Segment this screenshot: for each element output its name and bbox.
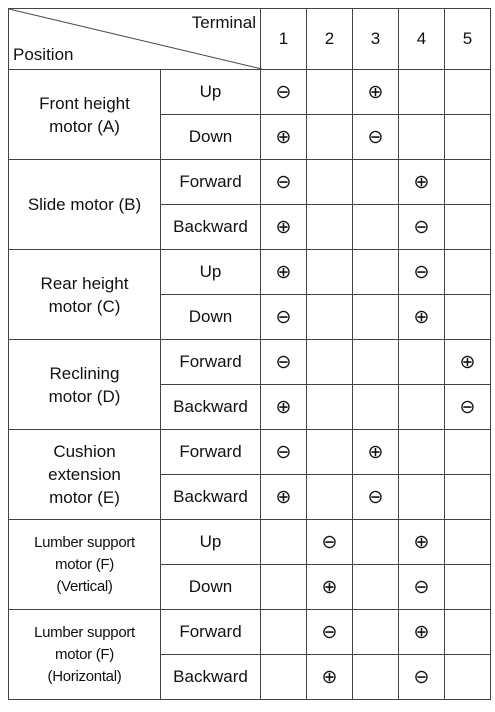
terminal-1-minus-symbol: ⊖ xyxy=(261,70,307,115)
terminal-1-plus-symbol: ⊕ xyxy=(261,205,307,250)
terminal-4-cell xyxy=(399,340,445,385)
terminal-5-cell xyxy=(445,250,491,295)
terminal-5-cell xyxy=(445,295,491,340)
header-row xyxy=(9,9,491,70)
table-row xyxy=(9,160,491,205)
terminal-header-5: 5 xyxy=(445,9,491,70)
terminal-3-cell xyxy=(353,655,399,700)
terminal-4-minus-symbol: ⊖ xyxy=(399,565,445,610)
terminal-3-cell xyxy=(353,295,399,340)
terminal-5-cell xyxy=(445,160,491,205)
direction-cell: Up xyxy=(161,250,261,295)
motor-name-cell xyxy=(9,160,161,250)
terminal-5-cell xyxy=(445,520,491,565)
terminal-2-cell xyxy=(307,475,353,520)
motor-name-line: Lumber support xyxy=(34,533,135,551)
motor-name-line: Lumber support xyxy=(34,623,135,641)
terminal-2-cell xyxy=(307,385,353,430)
motor-name-line: motor (E) xyxy=(49,488,120,507)
table-row xyxy=(9,70,491,115)
table-row xyxy=(9,520,491,565)
terminal-4-plus-symbol: ⊕ xyxy=(399,520,445,565)
terminal-4-plus-symbol: ⊕ xyxy=(399,160,445,205)
terminal-2-cell xyxy=(307,250,353,295)
position-header-label: Position xyxy=(13,45,74,64)
terminal-2-cell xyxy=(307,160,353,205)
terminal-2-cell xyxy=(307,205,353,250)
terminal-4-cell xyxy=(399,385,445,430)
terminal-5-cell xyxy=(445,475,491,520)
terminal-2-cell xyxy=(307,295,353,340)
terminal-4-cell xyxy=(399,115,445,160)
motor-name-line: Reclining xyxy=(49,363,120,383)
terminal-3-plus-symbol: ⊕ xyxy=(353,70,399,115)
terminal-header-label: Terminal xyxy=(191,13,256,32)
terminal-1-minus-symbol: ⊖ xyxy=(261,160,307,205)
terminal-4-minus-symbol: ⊖ xyxy=(399,205,445,250)
terminal-connection-table xyxy=(8,8,491,700)
terminal-5-cell xyxy=(445,115,491,160)
direction-cell: Up xyxy=(161,520,261,565)
motor-name-cell xyxy=(9,250,161,340)
terminal-3-cell xyxy=(353,160,399,205)
terminal-header-3: 3 xyxy=(353,9,399,70)
motor-name-line: Slide motor (B) xyxy=(27,195,142,214)
terminal-5-cell xyxy=(445,70,491,115)
terminal-3-cell xyxy=(353,205,399,250)
motor-name-cell xyxy=(9,430,161,520)
terminal-5-cell xyxy=(445,610,491,655)
terminal-4-cell xyxy=(399,70,445,115)
direction-cell: Backward xyxy=(161,475,261,520)
direction-cell: Forward xyxy=(161,340,261,385)
terminal-5-cell xyxy=(445,430,491,475)
header-corner-cell xyxy=(9,9,261,70)
terminal-2-plus-symbol: ⊕ xyxy=(307,565,353,610)
terminal-2-plus-symbol: ⊕ xyxy=(307,655,353,700)
terminal-2-minus-symbol: ⊖ xyxy=(307,610,353,655)
terminal-1-plus-symbol: ⊕ xyxy=(261,385,307,430)
terminal-4-cell xyxy=(399,475,445,520)
motor-name-line: motor (A) xyxy=(49,116,120,136)
terminal-3-cell xyxy=(353,340,399,385)
terminal-1-plus-symbol: ⊕ xyxy=(261,250,307,295)
motor-name-line: motor (F) xyxy=(55,555,114,573)
motor-name-cell xyxy=(9,520,161,610)
terminal-2-cell xyxy=(307,70,353,115)
motor-name-line: extension xyxy=(48,465,121,484)
terminal-3-cell xyxy=(353,385,399,430)
direction-cell: Forward xyxy=(161,610,261,655)
terminal-3-cell xyxy=(353,610,399,655)
direction-cell: Down xyxy=(161,295,261,340)
motor-name-cell xyxy=(9,70,161,160)
direction-cell: Down xyxy=(161,565,261,610)
table-row xyxy=(9,340,491,385)
motor-name-line: Front height xyxy=(39,93,130,113)
motor-name-line: Cushion xyxy=(53,442,116,461)
terminal-2-cell xyxy=(307,430,353,475)
terminal-3-plus-symbol: ⊕ xyxy=(353,430,399,475)
motor-name-line: (Vertical) xyxy=(56,577,113,595)
terminal-header-2: 2 xyxy=(307,9,353,70)
direction-cell: Forward xyxy=(161,160,261,205)
direction-cell: Backward xyxy=(161,655,261,700)
terminal-2-minus-symbol: ⊖ xyxy=(307,520,353,565)
terminal-5-minus-symbol: ⊖ xyxy=(445,385,491,430)
motor-name-cell xyxy=(9,610,161,700)
terminal-header-1: 1 xyxy=(261,9,307,70)
direction-cell: Forward xyxy=(161,430,261,475)
terminal-1-minus-symbol: ⊖ xyxy=(261,295,307,340)
terminal-3-minus-symbol: ⊖ xyxy=(353,475,399,520)
terminal-1-cell xyxy=(261,565,307,610)
direction-cell: Up xyxy=(161,70,261,115)
table-row xyxy=(9,610,491,655)
terminal-1-cell xyxy=(261,520,307,565)
terminal-4-minus-symbol: ⊖ xyxy=(399,655,445,700)
terminal-1-cell xyxy=(261,610,307,655)
terminal-1-minus-symbol: ⊖ xyxy=(261,430,307,475)
terminal-3-cell xyxy=(353,565,399,610)
motor-name-line: motor (F) xyxy=(55,645,114,663)
motor-name-cell xyxy=(9,340,161,430)
terminal-4-cell xyxy=(399,430,445,475)
terminal-2-cell xyxy=(307,115,353,160)
motor-name-line: Rear height xyxy=(40,273,129,293)
motor-name-line: motor (C) xyxy=(48,296,121,316)
terminal-1-cell xyxy=(261,655,307,700)
direction-cell: Down xyxy=(161,115,261,160)
table-row xyxy=(9,430,491,475)
direction-cell: Backward xyxy=(161,385,261,430)
motor-name-line: motor (D) xyxy=(48,386,121,406)
terminal-1-minus-symbol: ⊖ xyxy=(261,340,307,385)
terminal-3-cell xyxy=(353,520,399,565)
table-row xyxy=(9,250,491,295)
motor-name-line: (Horizontal) xyxy=(47,667,122,685)
terminal-1-plus-symbol: ⊕ xyxy=(261,115,307,160)
terminal-5-plus-symbol: ⊕ xyxy=(445,340,491,385)
terminal-4-plus-symbol: ⊕ xyxy=(399,295,445,340)
terminal-5-cell xyxy=(445,655,491,700)
terminal-header-4: 4 xyxy=(399,9,445,70)
terminal-2-cell xyxy=(307,340,353,385)
terminal-3-minus-symbol: ⊖ xyxy=(353,115,399,160)
terminal-4-plus-symbol: ⊕ xyxy=(399,610,445,655)
terminal-3-cell xyxy=(353,250,399,295)
terminal-1-plus-symbol: ⊕ xyxy=(261,475,307,520)
direction-cell: Backward xyxy=(161,205,261,250)
terminal-4-minus-symbol: ⊖ xyxy=(399,250,445,295)
terminal-5-cell xyxy=(445,565,491,610)
terminal-5-cell xyxy=(445,205,491,250)
